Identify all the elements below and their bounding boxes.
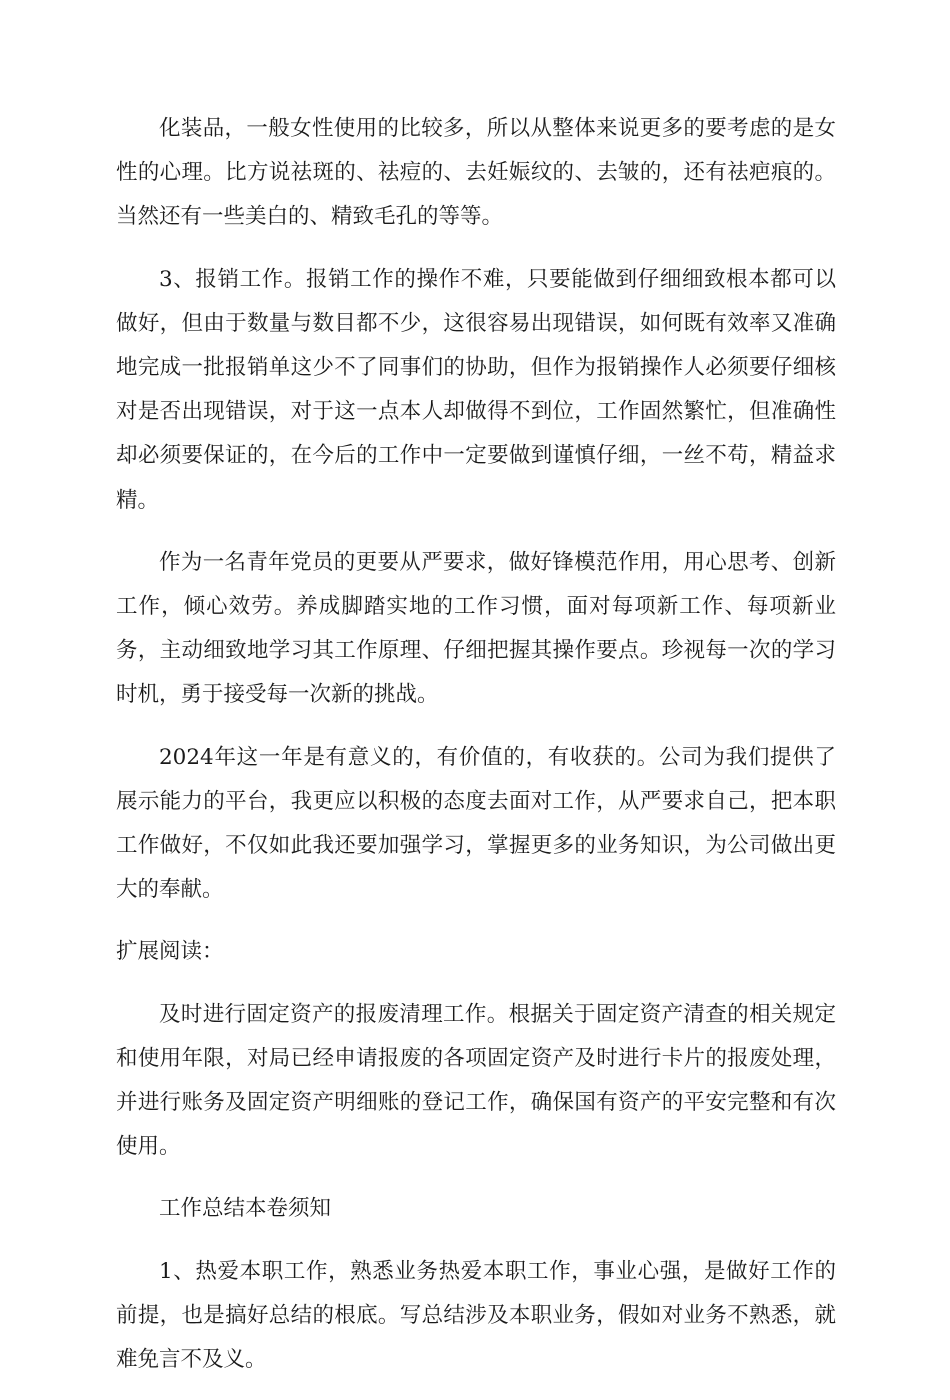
paragraph-reimbursement: 3、报销工作。报销工作的操作不难，只要能做到仔细细致根本都可以做好，但由于数量与数目都不少，这很容易出现错误，如何既有效率又准确地完成一批报销单这少不了同事们的协助，但作为报销操作人必须要仔细核对是否出现错误，对于这一点本人却做得不到位，工作固然繁忙，但准确性却必须要保证的，在今后的工作中一定要做到谨慎仔细，一丝不苟，精益求精。 bbox=[116, 266, 836, 513]
paragraph-cosmetics: 化装品，一般女性使用的比较多，所以从整体来说更多的要考虑的是女性的心理。比方说祛斑的、祛痘的、去妊娠纹的、去皱的，还有祛疤痕的。当然还有一些美白的、精致毛孔的等等。 bbox=[116, 116, 836, 230]
paragraph-year-summary: 2024年这一年是有意义的，有价值的，有收获的。公司为我们提供了展示能力的平台，我更应以积极的态度去面对工作，从严要求自己，把本职工作做好，不仅如此我还要加强学习，掌握更多的业务知识，为公司做出更大的奉献。 bbox=[116, 744, 836, 903]
extended-reading-label: 扩展阅读： bbox=[116, 939, 224, 965]
document-body bbox=[116, 107, 836, 1400]
section-heading-notes: 工作总结本卷须知 bbox=[159, 1196, 332, 1222]
paragraph-party-member: 作为一名青年党员的更要从严要求，做好锋模范作用，用心思考、创新工作，倾心效劳。养成脚踏实地的工作习惯，面对每项新工作、每项新业务，主动细致地学习其工作原理、仔细把握其操作要点。珍视每一次的学习时机，勇于接受每一次新的挑战。 bbox=[116, 549, 836, 708]
paragraph-love-job: 1、热爱本职工作，熟悉业务热爱本职工作，事业心强，是做好工作的前提，也是搞好总结的根底。写总结涉及本职业务，假如对业务不熟悉，就难免言不及义。 bbox=[116, 1258, 836, 1373]
paragraph-fixed-assets: 及时进行固定资产的报废清理工作。根据关于固定资产清查的相关规定和使用年限，对局已经申请报废的各项固定资产及时进行卡片的报废处理，并进行账务及固定资产明细账的登记工作，确保国有资产的平安完整和有次使用。 bbox=[116, 1001, 836, 1160]
